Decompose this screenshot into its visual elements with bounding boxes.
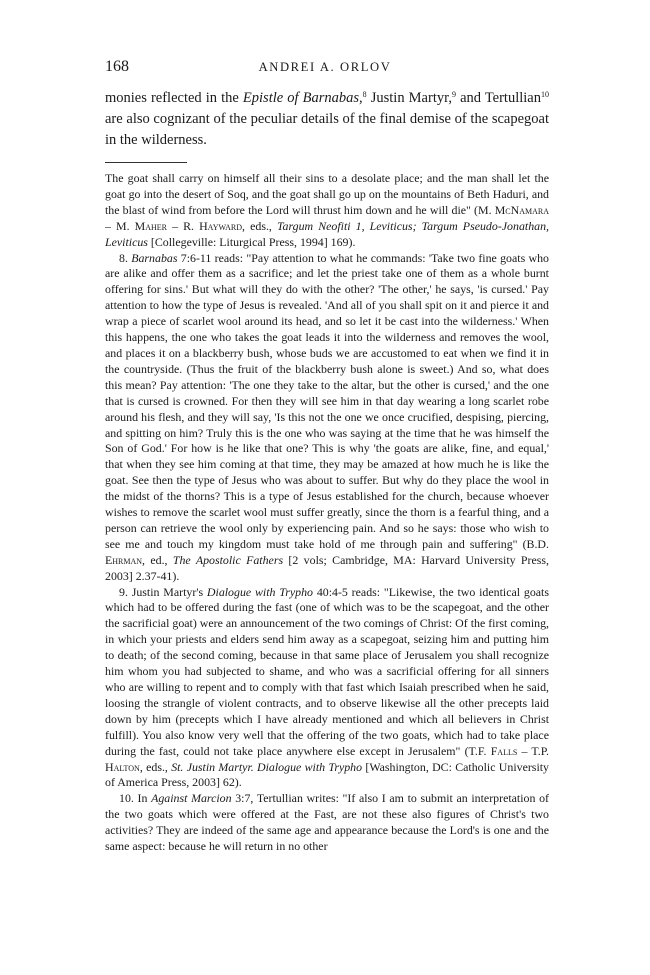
footnote-number: 8. (119, 250, 132, 265)
body-text: are also cognizant of the peculiar details of the final demise of the scapegoat in the wilderness. (105, 111, 549, 148)
body-text: and Tertullian (455, 90, 541, 106)
footnote-9 (105, 585, 549, 792)
footnote-text: 7:6-11 reads: "Pay attention to what he commands: 'Take two fine goats who are alike and offer them as a sacrifice; and let the priest take one of them as a whole burnt offering for sins.' But what will they do with the other? 'The other,' he says, 'is cursed.' Pay attention to how the type of Jesus is revealed. 'And all of you shall spit on it and pierce it and wrap a piece of scarlet wool around its head, and so let it be cast into the wilderness.' When this happens, the one who takes the goat leads it into the wilderness and removes the wool, and places it on a blackberry bush, whose buds we are accustomed to eat when we find it in the countryside. (Thus the fruit of the blackberry bush alone is sweet.) And so, what does this mean? Pay attention: 'The one they take to the altar, but the other is cursed,' and the one that is cursed is crowned. For then they will see him in that day wearing a long scarlet robe around his flesh, and they will say, 'Is this not the one we once crucified, despising, piercing, and spitting on him? Truly this is the one who was saying at the time that he was himself the Son of God.' For how is he like that one? This is why 'the goats are alike, fine, and equal,' that when they see him coming at that time, they may be amazed at how much he is like the goat. See then the type of Jesus who was about to suffer. But why do they place the wool in the midst of the thorns? This is a type of Jesus established for the church, because whoever wishes to remove the scarlet wool must suffer greatly, since the thorn is a fearful thing, and a person can retrieve the wool only by experiencing pain. And so he says: those who wish to see me and touch my kingdom must take hold of me through pain and suffering" (B.D. (105, 250, 549, 551)
footnote-text: 40:4-5 reads: "Likewise, the two identical goats which had to be offered during the fast (one of which was to be the scapegoat, and the other the sacrificial goat) were an announcement of the two comings of Christ: Of the first coming, in which your priests and elders send him away as a scapegoat, seizing him and putting him to death; of the second coming, because in that same place of Jerusalem you shall recognize him whom you had subjected to shame, and who was a sacrificial offering for all sinners who are willing to repent and to comply with that fast which Isaiah prescribed when he said, loosing the strangle of violent contracts, and to observe likewise all the other precepts laid down by him (precepts which I have already mentioned and which all believers in Christ fulfill). You also know very well that the offering of the two goats, which had to take place during the fast, could not take place anywhere else except in Jerusalem" (T.F. (105, 584, 549, 758)
footnote-number: 9. Justin Martyr's (119, 584, 207, 599)
footnote-text: , eds., (139, 759, 172, 774)
author-names: Ehrman (105, 552, 143, 567)
footnote-text: , eds., (242, 218, 277, 233)
footnote-text: , ed., (142, 552, 173, 567)
footnotes (105, 171, 549, 855)
body-text: Justin Martyr, (366, 90, 452, 106)
footnote-text: [Collegeville: Liturgical Press, 1994] 169). (147, 234, 356, 249)
footnote-text: [Washington, DC: Catholic University of America Press, 2003] 62). (105, 759, 549, 790)
book-title: St. Justin Martyr. Dialogue with Trypho (171, 759, 363, 774)
footnote-separator (105, 162, 187, 163)
body-paragraph: monies reflected in the Epistle of Barnabas,$^8$ Justin Martyr,$^9$ and Tertullian$^{10}$ are also cognizant of the peculiar details of the final demise of the scapegoat in the wilderness. (105, 90, 549, 148)
footnote-ref: 9 (451, 90, 456, 99)
running-head: ANDREI A. ORLOV (258, 60, 392, 74)
work-title: Epistle of Barnabas (242, 90, 360, 106)
footnote-8 (105, 251, 549, 585)
body-text: monies reflected in the (105, 90, 243, 106)
book-title: Targum Neofiti 1, Leviticus; Targum Pseudo-Jonathan, Leviticus (105, 218, 549, 249)
work-title: Against Marcion (151, 791, 232, 806)
work-title: Dialogue with Trypho (206, 584, 313, 599)
footnote-text: 3:7, Tertullian writes: "If also I am to submit an interpretation of the two goats which were offered at the Fast, are not these also figures of Christ's two activities? They are indeed of the same age and appearance because the Lord's is one and the same aspect: because he will return in no other (105, 791, 549, 854)
footnote-ref: 8 (362, 90, 367, 99)
footnote-number: 10. In (119, 791, 152, 806)
book-title: The Apostolic Fathers (172, 552, 284, 567)
author-names: McNamara – M. Maher – R. Hayward (105, 202, 549, 233)
footnote-ref: 10 (540, 90, 549, 99)
author-names: Falls – T.P. Halton (105, 743, 549, 774)
page-number: 168 (105, 58, 129, 75)
footnote-text: [2 vols; Cambridge, MA: Harvard University Press, 2003] 2.37-41). (105, 552, 549, 583)
footnote-10 (105, 791, 549, 855)
footnote-7-continued (105, 171, 549, 251)
work-title: Barnabas (131, 250, 178, 265)
footnote-text: The goat shall carry on himself all their sins to a desolate place; and the man shall let the goat go into the desert of Soq, and the goat shall go up on the mountains of Beth Haduri, and the blast of wind from before the Lord will thrust him down and he will die" (M. (105, 171, 549, 217)
